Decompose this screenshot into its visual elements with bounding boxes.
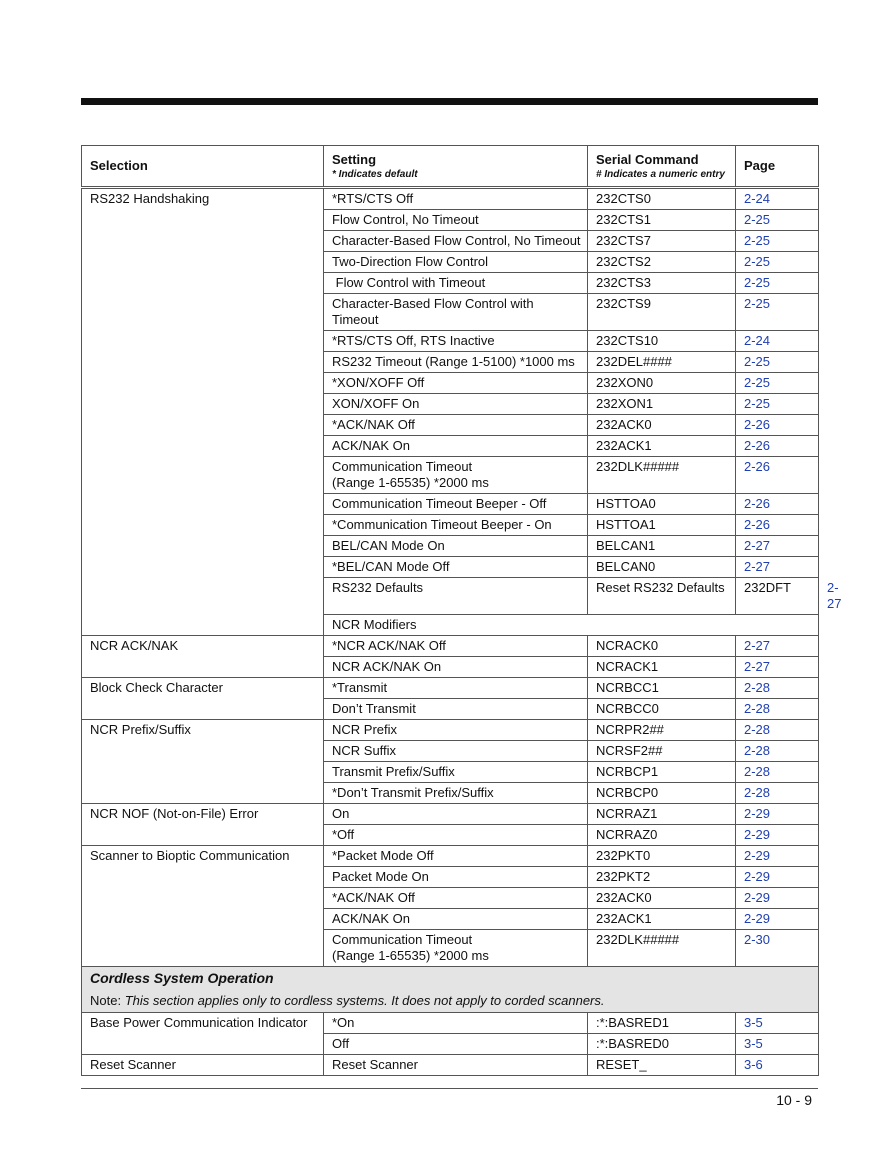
setting-cell [324, 657, 588, 678]
table-row [82, 720, 819, 741]
setting-cell [324, 762, 588, 783]
section-header-row [82, 967, 819, 1013]
page-link[interactable]: 2-25 [736, 210, 819, 231]
setting-text: On [332, 806, 350, 821]
setting-text: Packet Mode On [332, 869, 429, 884]
setting-cell [324, 825, 588, 846]
setting-text: *ACK/NAK Off [332, 417, 415, 432]
page-link[interactable]: 2-26 [736, 457, 819, 494]
serial-command-cell: NCRBCP1 [588, 762, 736, 783]
page-link[interactable]: 2-28 [736, 762, 819, 783]
setting-cell [324, 783, 588, 804]
setting-text: Character-Based Flow Control with Timeout [332, 296, 537, 327]
selection-cell: RS232 Defaults [324, 578, 588, 615]
serial-command-cell: 232DLK##### [588, 930, 736, 967]
page-link[interactable]: 2-26 [736, 415, 819, 436]
setting-text: ACK/NAK On [332, 438, 411, 453]
page-link[interactable]: 2-25 [736, 352, 819, 373]
setting-cell [324, 741, 588, 762]
table-row [82, 846, 819, 867]
page-number: 10 - 9 [776, 1092, 812, 1108]
setting-cell [324, 436, 588, 457]
serial-command-cell: NCRRAZ0 [588, 825, 736, 846]
serial-command-table [81, 145, 842, 1076]
setting-text: *Don’t Transmit Prefix/Suffix [332, 785, 494, 800]
table-row [82, 804, 819, 825]
page-link[interactable]: 2-25 [736, 231, 819, 252]
page-link[interactable]: 3-5 [736, 1034, 819, 1055]
setting-cell [588, 578, 736, 615]
page-link[interactable]: 2-26 [736, 494, 819, 515]
page-link[interactable]: 2-28 [736, 699, 819, 720]
serial-command-cell: 232PKT2 [588, 867, 736, 888]
column-header-serial-command: Serial Command # Indicates a numeric entry [588, 146, 736, 188]
serial-command-cell: NCRACK1 [588, 657, 736, 678]
setting-text: BEL/CAN Mode On [332, 538, 445, 553]
selection-cell: NCR Prefix/Suffix [82, 720, 324, 804]
setting-text-line2: (Range 1-65535) *2000 ms [332, 475, 489, 490]
selection-cell: RS232 Handshaking [82, 188, 324, 636]
setting-cell [324, 909, 588, 930]
table-row [82, 188, 819, 210]
page-link[interactable]: 2-27 [736, 536, 819, 557]
setting-text: Reset Scanner [332, 1057, 418, 1072]
setting-cell [324, 331, 588, 352]
page-link[interactable]: 2-29 [736, 867, 819, 888]
setting-text: NCR ACK/NAK On [332, 659, 442, 674]
table-header-row [82, 146, 819, 188]
selection-cell: NCR Modifiers [324, 615, 819, 636]
serial-command-cell: 232CTS3 [588, 273, 736, 294]
page-link[interactable]: 2-25 [736, 294, 819, 331]
page-link[interactable]: 2-29 [736, 825, 819, 846]
page-link[interactable]: 2-27 [736, 636, 819, 657]
serial-command-cell: RESET_ [588, 1055, 736, 1076]
page-link[interactable]: 2-25 [736, 373, 819, 394]
setting-text: *NCR ACK/NAK Off [332, 638, 446, 653]
setting-text: *XON/XOFF Off [332, 375, 425, 390]
table-row [82, 1055, 819, 1076]
serial-command-cell: 232XON1 [588, 394, 736, 415]
setting-cell [324, 231, 588, 252]
setting-cell [324, 1013, 588, 1034]
selection-cell: Base Power Communication Indicator [82, 1013, 324, 1055]
setting-cell [324, 188, 588, 210]
page-link[interactable]: 2-29 [736, 888, 819, 909]
setting-cell [324, 636, 588, 657]
serial-command-cell: 232CTS0 [588, 188, 736, 210]
setting-text: Two-Direction Flow Control [332, 254, 489, 269]
page-link[interactable]: 2-29 [736, 804, 819, 825]
setting-cell [324, 804, 588, 825]
setting-text: *On [332, 1015, 355, 1030]
setting-text: *Off [332, 827, 355, 842]
setting-cell [324, 210, 588, 231]
table-body-cordless [82, 1013, 819, 1076]
column-header-setting: Setting * Indicates default [324, 146, 588, 188]
serial-command-cell: :*:BASRED0 [588, 1034, 736, 1055]
serial-command-cell: 232CTS10 [588, 331, 736, 352]
setting-text: NCR Prefix [332, 722, 398, 737]
serial-command-cell: 232XON0 [588, 373, 736, 394]
note-text: This section applies only to cordless systems. It does not apply to corded scanners. [121, 993, 605, 1008]
page-link[interactable]: 2-26 [736, 515, 819, 536]
setting-text: Off [332, 1036, 350, 1051]
setting-text: Communication Timeout Beeper - Off [332, 496, 547, 511]
serial-command-cell: 232CTS2 [588, 252, 736, 273]
page-link[interactable]: 2-28 [736, 783, 819, 804]
serial-command-cell: 232CTS7 [588, 231, 736, 252]
setting-cell [324, 930, 588, 967]
serial-command-cell: 232ACK0 [588, 888, 736, 909]
selection-cell: Block Check Character [82, 678, 324, 720]
selection-cell: Reset Scanner [82, 1055, 324, 1076]
selection-cell: NCR ACK/NAK [82, 636, 324, 678]
setting-cell [324, 846, 588, 867]
setting-text: ACK/NAK On [332, 911, 411, 926]
selection-cell: Scanner to Bioptic Communication [82, 846, 324, 967]
setting-text: *RTS/CTS Off [332, 191, 414, 206]
setting-cell [324, 252, 588, 273]
setting-cell [324, 1034, 588, 1055]
setting-cell [324, 394, 588, 415]
setting-text: NCR Suffix [332, 743, 397, 758]
setting-text: Communication Timeout [332, 932, 473, 947]
serial-command-cell: NCRRAZ1 [588, 804, 736, 825]
page-link[interactable]: 2-27 [736, 657, 819, 678]
setting-text: RS232 Timeout (Range 1-5100) *1000 ms [332, 354, 575, 369]
serial-command-cell: 232ACK1 [588, 436, 736, 457]
setting-cell [324, 294, 588, 331]
setting-text: *BEL/CAN Mode Off [332, 559, 450, 574]
serial-command-cell: NCRBCC0 [588, 699, 736, 720]
setting-text: *Communication Timeout Beeper - On [332, 517, 552, 532]
table-row [82, 678, 819, 699]
section-note [90, 992, 814, 1010]
column-header-page: Page [736, 146, 819, 188]
setting-cell [324, 678, 588, 699]
setting-cell [324, 699, 588, 720]
table-row: RS232 Defaults Reset RS232 Defaults 232DFT 2-27 [82, 578, 819, 615]
footer-rule [81, 1088, 818, 1089]
serial-command-cell: NCRBCP0 [588, 783, 736, 804]
setting-text: *Packet Mode Off [332, 848, 434, 863]
page-link[interactable]: 2-28 [736, 741, 819, 762]
table-row [82, 1013, 819, 1034]
page-link[interactable]: 2-30 [736, 930, 819, 967]
setting-cell [324, 273, 588, 294]
selection-cell: NCR NOF (Not-on-File) Error [82, 804, 324, 846]
setting-text: XON/XOFF On [332, 396, 420, 411]
setting-text: Communication Timeout [332, 459, 473, 474]
section-title: Cordless System Operation [90, 970, 274, 986]
serial-command-cell: 232DLK##### [588, 457, 736, 494]
table-body [82, 188, 842, 967]
setting-cell [324, 888, 588, 909]
setting-text: Flow Control, No Timeout [332, 212, 479, 227]
setting-text: *ACK/NAK Off [332, 890, 415, 905]
setting-cell [324, 352, 588, 373]
setting-cell [324, 1055, 588, 1076]
table-row [82, 636, 819, 657]
setting-cell [324, 494, 588, 515]
note-label: Note: [90, 993, 122, 1008]
setting-cell [324, 457, 588, 494]
page-link[interactable]: 2-25 [736, 273, 819, 294]
serial-command-cell: BELCAN0 [588, 557, 736, 578]
serial-command-cell: 232CTS1 [588, 210, 736, 231]
setting-text: Flow Control with Timeout [332, 275, 486, 290]
page-link[interactable]: 3-5 [736, 1013, 819, 1034]
serial-command-cell: NCRPR2## [588, 720, 736, 741]
setting-cell [324, 720, 588, 741]
serial-command-cell: 232DFT [736, 578, 819, 615]
page-link[interactable]: 2-29 [736, 846, 819, 867]
serial-command-cell: 232ACK0 [588, 415, 736, 436]
setting-text: Reset RS232 Defaults [596, 580, 725, 595]
serial-command-cell: 232DEL#### [588, 352, 736, 373]
page-link[interactable]: 2-26 [736, 436, 819, 457]
header-rule [81, 98, 818, 105]
setting-text: *RTS/CTS Off, RTS Inactive [332, 333, 495, 348]
serial-command-cell: NCRBCC1 [588, 678, 736, 699]
section-header-cell [82, 967, 819, 1013]
setting-cell [324, 536, 588, 557]
setting-cell [324, 867, 588, 888]
serial-command-cell: NCRSF2## [588, 741, 736, 762]
serial-command-cell: 232ACK1 [588, 909, 736, 930]
page-link[interactable]: 2-24 [736, 188, 819, 210]
serial-command-cell: HSTTOA1 [588, 515, 736, 536]
setting-cell [324, 373, 588, 394]
column-header-selection: Selection [82, 146, 324, 188]
setting-cell [324, 515, 588, 536]
page-link[interactable]: 2-25 [736, 394, 819, 415]
setting-text: Character-Based Flow Control, No Timeout [332, 233, 581, 248]
setting-text: Transmit Prefix/Suffix [332, 764, 455, 779]
page-link[interactable]: 2-28 [736, 678, 819, 699]
serial-command-cell: 232CTS9 [588, 294, 736, 331]
page-link[interactable]: 2-24 [736, 331, 819, 352]
page-link[interactable]: 2-29 [736, 909, 819, 930]
page-link[interactable]: 2-27 [736, 557, 819, 578]
serial-command-cell: 232PKT0 [588, 846, 736, 867]
setting-cell [324, 557, 588, 578]
setting-text-line2: (Range 1-65535) *2000 ms [332, 948, 489, 963]
setting-text: Don’t Transmit [332, 701, 416, 716]
page-link[interactable]: 2-25 [736, 252, 819, 273]
setting-text: *Transmit [332, 680, 388, 695]
serial-command-cell: HSTTOA0 [588, 494, 736, 515]
serial-command-cell: BELCAN1 [588, 536, 736, 557]
serial-command-cell: :*:BASRED1 [588, 1013, 736, 1034]
section-body [82, 967, 819, 1013]
page-link[interactable]: 2-28 [736, 720, 819, 741]
setting-cell [324, 415, 588, 436]
serial-command-cell: NCRACK0 [588, 636, 736, 657]
page-link[interactable]: 3-6 [736, 1055, 819, 1076]
